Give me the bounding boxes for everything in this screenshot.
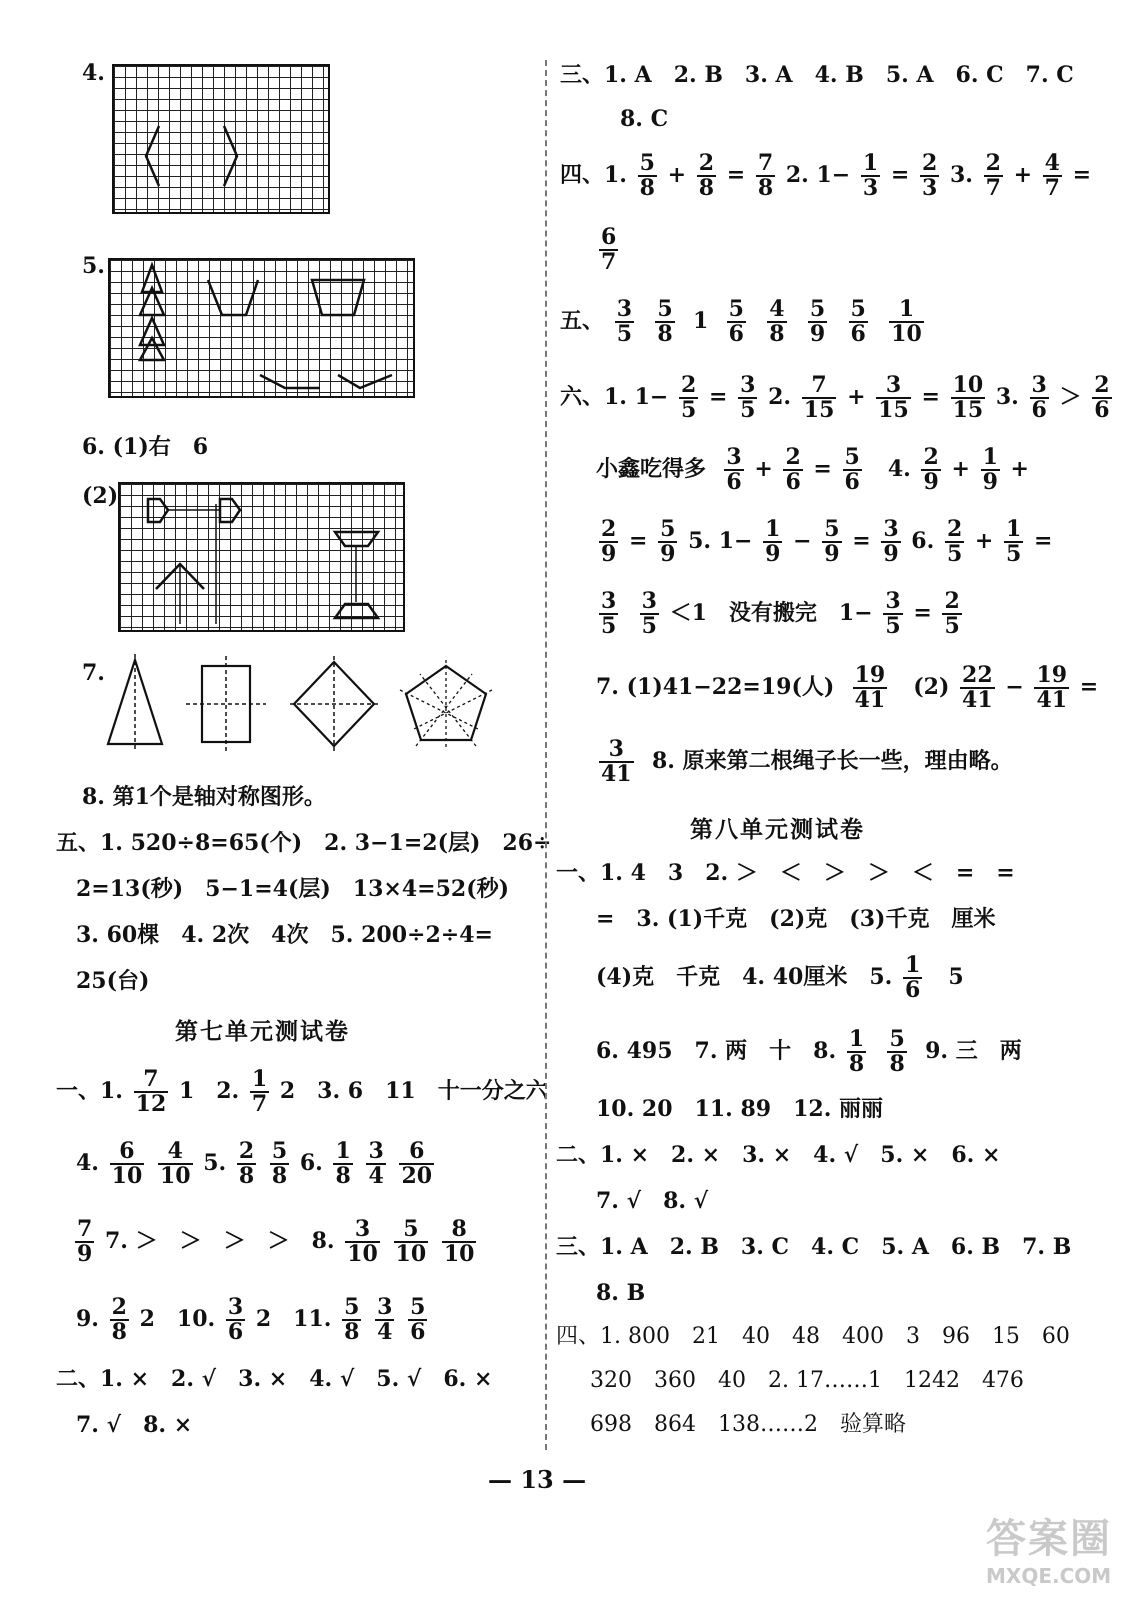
fraction-part: 7	[134, 1068, 169, 1093]
text-segment: −	[1005, 674, 1024, 701]
u8-row10: 四、1. 800 21 40 48 400 3 96 15 60	[556, 1324, 1070, 1349]
fraction-part: 8	[335, 1163, 351, 1190]
fraction-part: 5	[824, 516, 840, 542]
fraction-part: 6	[905, 977, 921, 1004]
grid-figure-q6	[118, 482, 405, 632]
fraction-part: 4	[158, 1140, 193, 1165]
u7-row4	[76, 1296, 430, 1344]
fraction-part: 3	[1031, 372, 1047, 398]
fraction-part: 2	[111, 1294, 127, 1320]
text-segment: 2. 1−	[785, 162, 851, 189]
fraction	[333, 1140, 352, 1188]
fraction	[640, 590, 659, 638]
fraction	[697, 152, 716, 200]
text-segment: 4.	[887, 456, 911, 483]
u8-row12: 698 864 138……2 验算略	[590, 1412, 906, 1437]
fraction-part: 8	[889, 1051, 905, 1078]
fraction-part: 2	[785, 444, 801, 470]
fraction	[853, 664, 888, 712]
fraction-part: 20	[401, 1163, 433, 1190]
watermark-url: MXQE.COM	[986, 1564, 1112, 1588]
fraction-part: 9	[809, 321, 826, 348]
fraction-part: 41	[854, 687, 886, 714]
fraction	[237, 1140, 256, 1188]
r-section5-row	[560, 298, 927, 346]
fraction	[847, 1028, 866, 1076]
text-segment: 六、1. 1−	[560, 384, 669, 411]
fraction-part: 9	[601, 541, 617, 568]
fraction	[658, 518, 677, 566]
fraction-part: 6	[399, 1140, 434, 1165]
fraction-part: 8	[769, 321, 785, 348]
fraction-part: 6	[227, 1319, 244, 1346]
fraction-part: 5	[946, 541, 963, 568]
fraction	[738, 374, 757, 422]
fraction-part: 12	[135, 1091, 167, 1118]
text-segment: =	[890, 162, 910, 189]
text-segment: 5	[948, 964, 964, 991]
symmetry-axes-figures-q7	[100, 652, 540, 756]
r-section3-row2: 8. C	[620, 106, 669, 132]
fraction	[679, 374, 698, 422]
section5-line3: 3. 60棵 4. 2次 4次 5. 200÷2÷4=	[76, 922, 493, 948]
fraction-part: 1	[889, 298, 924, 323]
fraction-part: 1	[251, 1066, 268, 1092]
q6-answer: 6. (1)右 6	[82, 434, 209, 460]
q7-label: 7.	[82, 660, 105, 686]
fraction-part: 3	[368, 1138, 384, 1164]
fraction	[394, 1218, 429, 1266]
fraction-part: 5	[681, 397, 697, 424]
fraction-part: 3	[616, 296, 632, 322]
symmetric-shapes-q5	[110, 260, 417, 400]
u8-row7: 7. √ 8. √	[596, 1188, 709, 1214]
fraction	[110, 1296, 129, 1344]
text-segment: 1 2.	[178, 1078, 240, 1105]
u7-row5: 二、1. × 2. √ 3. × 4. √ 5. √ 6. ×	[56, 1366, 493, 1392]
fraction-part: 2	[681, 372, 697, 398]
text-segment: =	[852, 528, 871, 555]
q4-label: 4.	[82, 60, 105, 86]
fraction	[638, 152, 657, 200]
fraction-part: 2	[923, 444, 939, 470]
fraction-part: 3	[345, 1218, 380, 1243]
fraction-part: 2	[238, 1138, 255, 1164]
fraction-part: 5	[1006, 541, 1022, 568]
u7-row6: 7. √ 8. ×	[76, 1412, 193, 1438]
fraction-part: 5	[344, 1294, 360, 1320]
text-segment: =	[726, 162, 746, 189]
fraction	[345, 1218, 380, 1266]
fraction-part: 8	[848, 1051, 865, 1078]
fraction	[802, 374, 837, 422]
fraction-part: 8	[442, 1218, 477, 1243]
fraction-part: 3	[726, 444, 742, 470]
fraction	[727, 298, 746, 346]
fraction-part: 8	[271, 1163, 288, 1190]
text-segment: =	[913, 600, 932, 627]
u8-row8: 三、1. A 2. B 3. C 4. C 5. A 6. B 7. B	[556, 1234, 1072, 1260]
fraction-part: 9	[660, 541, 676, 568]
u8-row9: 8. B	[596, 1280, 646, 1306]
fraction-part: 2	[1094, 372, 1110, 398]
fraction-part: 10	[159, 1163, 191, 1190]
fraction-part: 7	[77, 1216, 93, 1242]
fraction-part: 4	[368, 1163, 384, 1190]
fraction-part: 1	[1006, 516, 1022, 542]
text-segment: ＞	[1059, 384, 1082, 411]
text-segment: (4)克 千克 4. 40厘米 5.	[596, 964, 893, 991]
u8-row5: 10. 20 11. 89 12. 丽丽	[596, 1096, 884, 1122]
fraction-part: 2	[698, 150, 715, 176]
u7-row2	[76, 1140, 437, 1188]
unit8-title: 第八单元测试卷	[690, 816, 865, 843]
text-segment: =	[1072, 162, 1092, 189]
fraction-part: 3	[862, 175, 879, 202]
fraction-part: 10	[443, 1241, 475, 1268]
fraction-part: 8	[238, 1163, 255, 1190]
fraction	[442, 1218, 477, 1266]
column-divider	[545, 60, 547, 1450]
q6-part2-label: (2)	[82, 483, 119, 509]
fraction-part: 6	[1031, 397, 1047, 424]
text-segment: 7. ＞ ＞ ＞ ＞ 8.	[104, 1228, 335, 1255]
fraction	[921, 446, 940, 494]
text-segment: 5. 1−	[688, 528, 753, 555]
fraction	[250, 1068, 269, 1116]
fraction-part: 15	[878, 397, 909, 424]
fraction-part: 5	[944, 613, 960, 640]
fraction	[599, 226, 618, 274]
text-segment: 2 3. 6 11 十一分之六	[279, 1078, 548, 1105]
fraction-part: 6	[844, 469, 860, 496]
text-segment: 9.	[76, 1306, 99, 1333]
fraction	[876, 374, 911, 422]
text-segment: +	[1013, 162, 1032, 189]
r-section6-row5	[596, 664, 1098, 712]
fraction-part: 3	[876, 374, 911, 399]
fraction-part: 7	[601, 249, 617, 276]
text-segment: 四、1.	[560, 162, 627, 189]
text-segment: 3.	[995, 384, 1019, 411]
fraction-part: 5	[657, 296, 673, 322]
fraction-part: 7	[757, 150, 774, 176]
fraction-part: 8	[757, 175, 774, 202]
fraction-part: 8	[111, 1319, 127, 1346]
fraction-part: 3	[227, 1294, 244, 1320]
u8-row1: 一、1. 4 3 2. ＞ ＜ ＞ ＞ ＜ = =	[556, 860, 1015, 886]
fraction	[951, 374, 986, 422]
fraction-part: 1	[982, 444, 998, 470]
watermark	[986, 1507, 1112, 1588]
fraction-part: 5	[844, 444, 860, 470]
fraction-part: 9	[765, 541, 781, 568]
fraction-part: 2	[985, 150, 1001, 176]
fraction	[783, 446, 802, 494]
fraction	[960, 664, 995, 712]
fraction-part: 4	[1044, 150, 1060, 176]
u7-row1	[56, 1068, 548, 1116]
text-segment: 4.	[76, 1150, 99, 1177]
r-section6-row6	[596, 738, 1013, 786]
u8-row6: 二、1. × 2. × 3. × 4. √ 5. × 6. ×	[556, 1142, 1001, 1168]
section5-line2: 2=13(秒) 5−1=4(层) 13×4=52(秒)	[76, 876, 510, 902]
fraction	[903, 954, 922, 1002]
text-segment: 6.	[299, 1150, 323, 1177]
fraction	[861, 152, 880, 200]
fraction-part: 5	[740, 397, 756, 424]
fraction-part: 1	[862, 150, 879, 176]
text-segment: 6. 495 7. 两 十 8.	[596, 1038, 837, 1065]
fraction-part: 7	[802, 374, 837, 399]
fraction-part: 2	[944, 588, 960, 614]
fraction	[889, 298, 924, 346]
fraction	[615, 298, 634, 346]
text-segment: =	[921, 384, 940, 411]
fraction-part: 1	[905, 952, 921, 978]
fraction	[724, 446, 743, 494]
fraction-part: 5	[728, 296, 744, 322]
fraction	[756, 152, 775, 200]
text-segment: =	[709, 384, 728, 411]
text-segment: =	[628, 528, 648, 555]
fraction	[655, 298, 674, 346]
fraction-part: 3	[377, 1294, 393, 1320]
fraction-part: 6	[410, 1319, 426, 1346]
fraction	[881, 518, 900, 566]
fraction-part: 10	[111, 1163, 143, 1190]
fraction	[158, 1140, 193, 1188]
text-segment: 2 10.	[139, 1306, 216, 1333]
fraction-part: 5	[660, 516, 676, 542]
fraction	[375, 1296, 394, 1344]
text-segment: 8. 原来第二根绳子长一些，理由略。	[651, 748, 1013, 775]
q5-label: 5.	[82, 253, 105, 279]
fraction-part: 3	[740, 372, 756, 398]
r-section6-row4	[596, 590, 965, 638]
fraction-part: 10	[891, 321, 922, 348]
u7-row3	[72, 1218, 479, 1266]
fraction-part: 7	[251, 1091, 268, 1118]
fraction-part: 6	[110, 1140, 145, 1165]
fraction-part: 1	[765, 516, 781, 542]
fraction	[599, 518, 618, 566]
text-segment: 6.	[911, 528, 935, 555]
fraction	[408, 1296, 427, 1344]
fraction-part: 6	[785, 469, 801, 496]
u8-row4	[596, 1028, 1022, 1076]
r-section3-row1: 三、1. A 2. B 3. A 4. B 5. A 6. C 7. C	[560, 62, 1074, 88]
fraction	[767, 298, 786, 346]
text-segment: +	[754, 456, 773, 483]
fraction-part: 5	[641, 613, 657, 640]
fraction-part: 9	[982, 469, 998, 496]
text-segment: 2 11.	[255, 1306, 332, 1333]
text-segment: −	[793, 528, 812, 555]
fraction-part: 8	[698, 175, 715, 202]
fraction-part: 5	[809, 296, 826, 322]
fraction-part: 5	[889, 1026, 905, 1052]
fraction-part: 10	[952, 372, 984, 398]
fraction	[1004, 518, 1023, 566]
fraction	[75, 1218, 94, 1266]
fraction-part: 8	[657, 321, 673, 348]
fraction-part: 6	[850, 321, 866, 348]
u8-row11: 320 360 40 2. 17……1 1242 476	[590, 1368, 1024, 1393]
fraction	[366, 1140, 385, 1188]
fraction-part: 9	[883, 541, 899, 568]
fraction-part: 3	[883, 516, 899, 542]
watermark-logo-text: 答案圈	[986, 1516, 1112, 1562]
text-segment: +	[951, 456, 970, 483]
fraction	[984, 152, 1003, 200]
unit7-title: 第七单元测试卷	[175, 1018, 350, 1045]
fraction-part: 15	[952, 397, 984, 424]
text-segment: 1	[692, 308, 709, 335]
r-section6-row2	[596, 446, 1029, 494]
fraction-part: 5	[601, 613, 617, 640]
text-segment: +	[667, 162, 687, 189]
text-segment: 五、	[560, 308, 605, 335]
fraction	[942, 590, 961, 638]
text-segment: 5.	[203, 1150, 227, 1177]
q8-answer: 8. 第1个是轴对称图形。	[82, 784, 326, 810]
fraction-part: 3	[599, 738, 634, 763]
fraction-part: 41	[962, 687, 993, 714]
fraction-part: 2	[946, 516, 963, 542]
grid-figure-q4	[112, 64, 330, 214]
fraction-part: 6	[726, 469, 742, 496]
fraction-part: 4	[377, 1319, 393, 1346]
translated-shapes-q6	[120, 484, 407, 634]
text-segment: 9. 三 两	[925, 1038, 1022, 1065]
fraction	[342, 1296, 361, 1344]
fraction-part: 2	[921, 150, 938, 176]
fraction-part: 19	[854, 662, 886, 688]
fraction	[843, 446, 862, 494]
text-segment: 2.	[768, 384, 792, 411]
fraction-part: 6	[1094, 397, 1110, 424]
fraction-part: 3	[885, 588, 901, 614]
fraction-part: 1	[335, 1138, 351, 1164]
r-section4-row2	[596, 226, 621, 274]
fraction-part: 9	[923, 469, 939, 496]
fraction	[920, 152, 939, 200]
fraction	[399, 1140, 434, 1188]
text-segment: +	[847, 384, 866, 411]
fraction-part: 8	[639, 175, 655, 202]
fraction	[599, 590, 618, 638]
r-section4-row1	[560, 152, 1091, 200]
fraction-part: 5	[850, 296, 866, 322]
fraction	[1092, 374, 1111, 422]
grid-figure-q5	[108, 258, 415, 398]
fraction-part: 4	[769, 296, 785, 322]
fraction-part: 7	[1044, 175, 1060, 202]
fraction	[110, 1140, 145, 1188]
fraction-part: 9	[824, 541, 840, 568]
fraction	[945, 518, 964, 566]
text-segment: (2)	[913, 674, 950, 701]
text-segment: =	[1079, 674, 1099, 701]
text-segment: 小鑫吃得多	[596, 456, 707, 483]
fraction-part: 22	[962, 662, 993, 688]
fraction	[599, 738, 634, 786]
r-section6-row1	[560, 374, 1115, 422]
fraction-part: 19	[1036, 662, 1068, 688]
fraction	[1043, 152, 1062, 200]
fraction-part: 7	[985, 175, 1001, 202]
fraction	[134, 1068, 169, 1116]
fraction	[883, 590, 902, 638]
u8-row3	[596, 954, 964, 1002]
text-segment: =	[813, 456, 832, 483]
fraction-part: 8	[344, 1319, 360, 1346]
fraction	[808, 298, 827, 346]
r-section6-row3	[596, 518, 1052, 566]
fraction-part: 5	[616, 321, 632, 348]
text-segment: +	[1010, 456, 1029, 483]
text-segment: ＜1 没有搬完 1−	[669, 600, 873, 627]
fraction	[1034, 664, 1069, 712]
section5-line4: 25(台)	[76, 968, 150, 994]
fraction-part: 5	[394, 1218, 429, 1243]
fraction	[226, 1296, 245, 1344]
fraction-part: 1	[848, 1026, 865, 1052]
fraction	[887, 1028, 906, 1076]
fraction-part: 10	[347, 1241, 378, 1268]
fraction-part: 5	[885, 613, 901, 640]
symmetric-shape-q4	[114, 66, 332, 216]
fraction-part: 5	[271, 1138, 288, 1164]
section5-line1: 五、1. 520÷8=65(个) 2. 3−1=2(层) 26÷	[56, 830, 552, 856]
fraction	[822, 518, 841, 566]
fraction	[270, 1140, 289, 1188]
fraction-part: 41	[601, 761, 632, 788]
fraction-part: 5	[639, 150, 655, 176]
fraction	[1030, 374, 1049, 422]
fraction-part: 41	[1036, 687, 1068, 714]
fraction-part: 9	[77, 1241, 93, 1268]
fraction	[981, 446, 1000, 494]
fraction-part: 10	[395, 1241, 427, 1268]
fraction-part: 5	[410, 1294, 426, 1320]
fraction-part: 15	[803, 397, 835, 424]
fraction-part: 3	[601, 588, 617, 614]
fraction-part: 6	[601, 224, 617, 250]
fraction-part: 3	[641, 588, 657, 614]
text-segment: =	[1034, 528, 1053, 555]
fraction	[849, 298, 868, 346]
text-segment: +	[974, 528, 994, 555]
fraction	[763, 518, 782, 566]
page-number: — 13 —	[488, 1465, 587, 1494]
fraction-part: 6	[728, 321, 744, 348]
text-segment: 3.	[949, 162, 973, 189]
fraction-part: 2	[601, 516, 617, 542]
fraction-part: 3	[921, 175, 938, 202]
text-segment: 7. (1)41−22=19(人)	[596, 674, 835, 701]
u8-row2: = 3. (1)千克 (2)克 (3)千克 厘米	[596, 906, 996, 932]
text-segment: 一、1.	[56, 1078, 123, 1105]
